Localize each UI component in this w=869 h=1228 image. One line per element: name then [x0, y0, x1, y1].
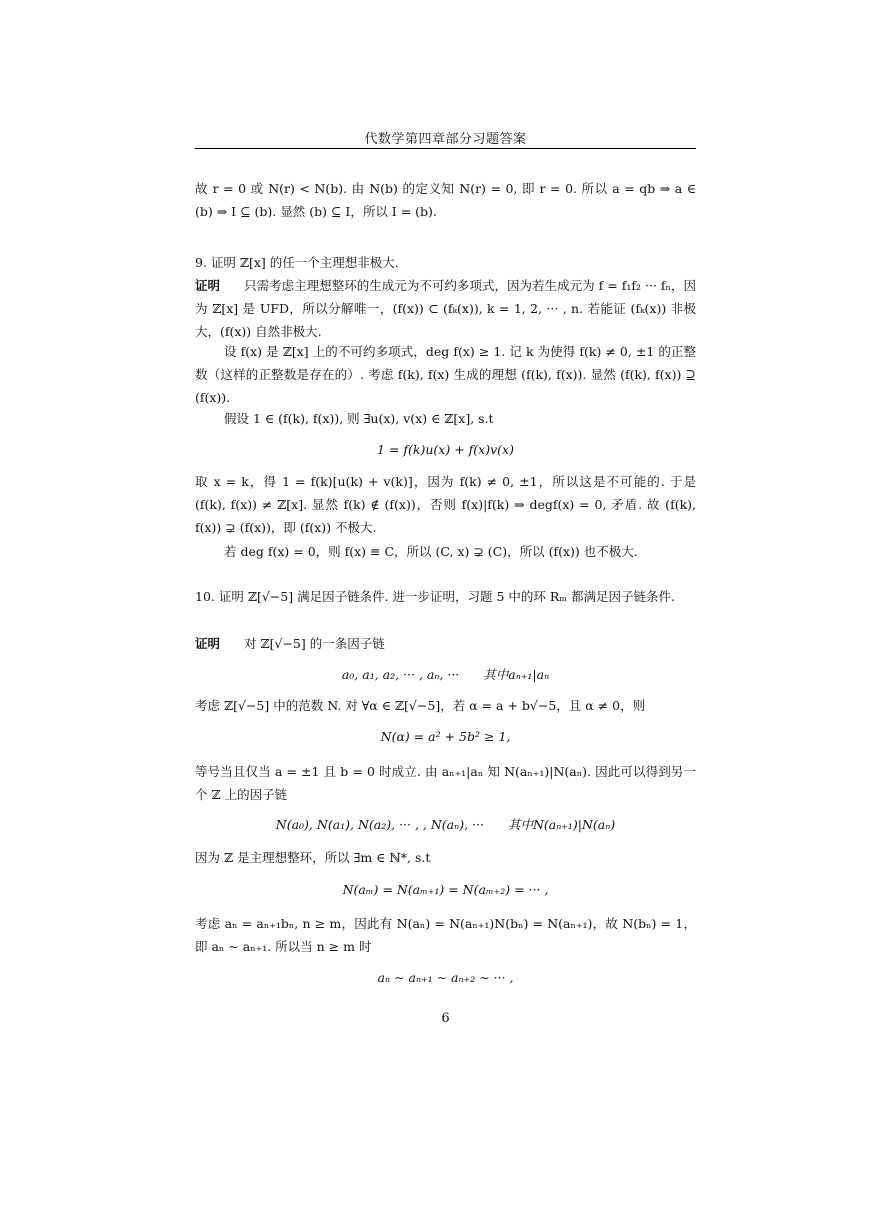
exercise-9-proof-1	[195, 274, 696, 343]
proof-label: 证明	[195, 636, 221, 651]
exercise-9-proof-2: 设 f(x) 是 ℤ[x] 上的不可约多项式，deg f(x) ≥ 1. 记 k 为使得 f(k) ≠ 0, ±1 的正整数（这样的正整数是存在的）. 考虑 f(k), f(x) 生成的理想 (f(k), f(x)). 显然 (f(k), f(x)) ⊇ (f(x)).	[195, 344, 696, 405]
exercise-10-statement: 10. 证明 ℤ[√−5] 满足因子链条件. 进一步证明，习题 5 中的环 Rₘ 都满足因子链条件.	[195, 589, 675, 604]
equation-4-condition: 其中N(aₙ₊₁)|N(aₙ)	[507, 817, 616, 832]
exercise-9-statement: 9. 证明 ℤ[x] 的任一个主理想非极大.	[195, 255, 399, 270]
equation-4-chain: N(a₀), N(a₁), N(a₂), ··· , , N(aₙ), ···	[275, 817, 484, 832]
header-rule	[195, 148, 696, 149]
equation-3: N(α) = a² + 5b² ≥ 1,	[380, 729, 511, 744]
exercise-10-proof-1	[195, 632, 696, 655]
proof-label: 证明	[195, 278, 221, 293]
equation-5: N(aₘ) = N(aₘ₊₁) = N(aₘ₊₂) = ··· ,	[342, 882, 549, 897]
exercise-9-proof-5: 若 deg f(x) = 0，则 f(x) ≡ C，所以 (C, x) ⊋ (C)，所以 (f(x)) 也不极大.	[224, 544, 638, 559]
exercise-10-proof-4: 因为 ℤ 是主理想整环，所以 ∃m ∈ ℕ*, s.t	[195, 850, 431, 865]
exercise-9-proof-4: 取 x = k，得 1 = f(k)[u(k) + v(k)]，因为 f(k) ≠ 0, ±1，所以这是不可能的. 于是 (f(k), f(x)) ≠ ℤ[x]. 显然 f(k) ∉ (f(x))，否则 f(x)|f(k) ⇒ degf(x) = 0, 矛盾. 故 (f(k), f(x)) ⊋ (f(x))，即 (f(x)) 不极大.	[195, 474, 696, 535]
equation-6: aₙ ∼ aₙ₊₁ ∼ aₙ₊₂ ∼ ··· ,	[377, 970, 514, 985]
equation-2-chain: a₀, a₁, a₂, ··· , aₙ, ···	[341, 667, 460, 682]
equation-1: 1 = f(k)u(x) + f(x)v(x)	[377, 442, 514, 457]
proof-text: 对 ℤ[√−5] 的一条因子链	[244, 636, 385, 651]
page-number: 6	[441, 1011, 450, 1026]
exercise-10-proof-3: 等号当且仅当 a = ±1 且 b = 0 时成立. 由 aₙ₊₁|aₙ 知 N(aₙ₊₁)|N(aₙ). 因此可以得到另一个 ℤ 上的因子链	[195, 764, 696, 802]
paragraph-conclusion-prev: 故 r = 0 或 N(r) < N(b). 由 N(b) 的定义知 N(r) = 0, 即 r = 0. 所以 a = qb ⇒ a ∈ (b) ⇒ I ⊆ (b). 显然 (b) ⊆ I，所以 I = (b).	[195, 181, 696, 219]
proof-text: 只需考虑主理想整环的生成元为不可约多项式，因为若生成元为 f = f₁f₂ ··· fₙ，因为 ℤ[x] 是 UFD，所以分解唯一，(f(x)) ⊂ (fₖ(x)), k = 1, 2, ··· , n. 若能证 (fₖ(x)) 非极大，(f(x)) 自然非极大.	[195, 278, 696, 339]
equation-4	[195, 815, 696, 835]
exercise-10-proof-2: 考虑 ℤ[√−5] 中的范数 N. 对 ∀α ∈ ℤ[√−5]，若 α = a + b√−5，且 α ≠ 0，则	[195, 698, 646, 713]
equation-2	[195, 665, 696, 685]
equation-2-condition: 其中aₙ₊₁|aₙ	[483, 667, 550, 682]
exercise-10-proof-5: 考虑 aₙ = aₙ₊₁bₙ, n ≥ m，因此有 N(aₙ) = N(aₙ₊₁)N(bₙ) = N(aₙ₊₁)，故 N(bₙ) = 1，即 aₙ ∼ aₙ₊₁. 所以当 n ≥ m 时	[195, 916, 696, 954]
exercise-9-proof-3: 假设 1 ∈ (f(k), f(x)), 则 ∃u(x), v(x) ∈ ℤ[x], s.t	[224, 411, 494, 426]
running-header: 代数学第四章部分习题答案	[364, 132, 527, 147]
